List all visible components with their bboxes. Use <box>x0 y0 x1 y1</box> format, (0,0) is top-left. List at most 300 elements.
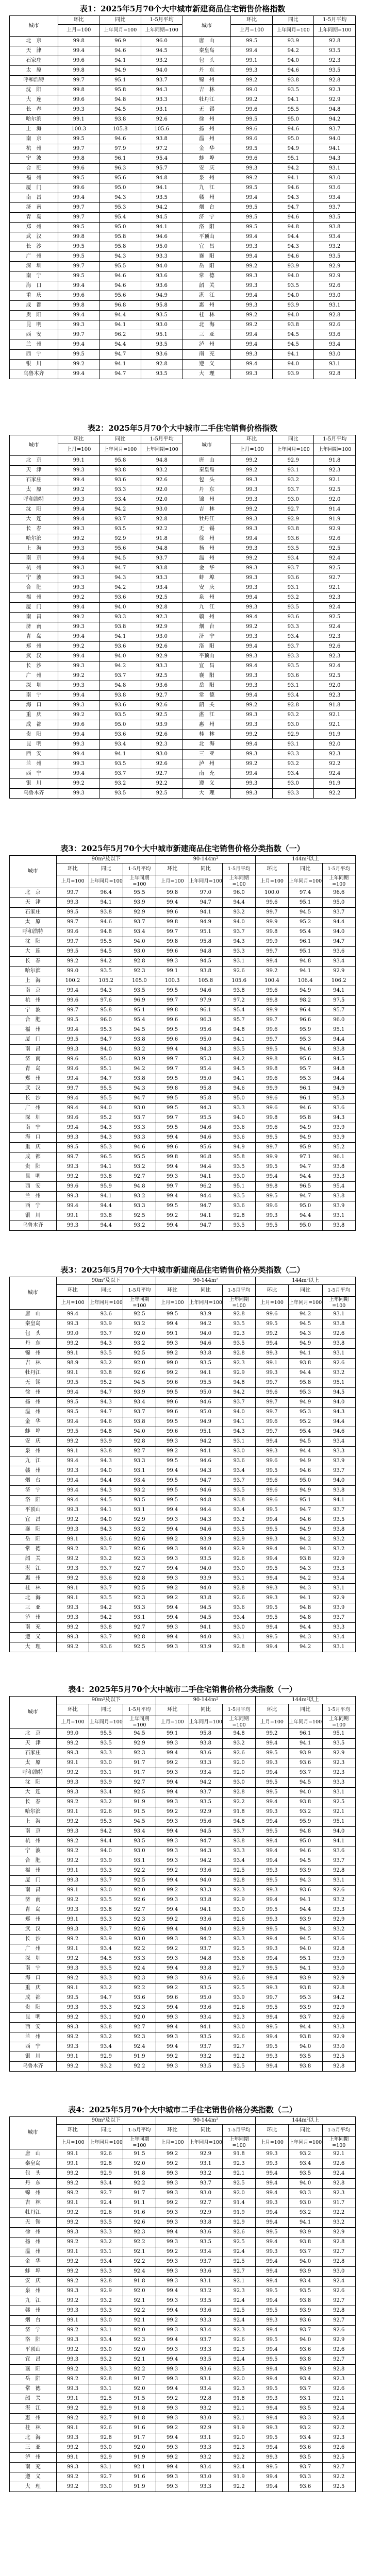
index-value: 92.6 <box>223 1915 256 1925</box>
index-value: 92.7 <box>223 2267 256 2277</box>
index-value: 95.1 <box>99 76 141 86</box>
table-row <box>10 1837 356 1846</box>
city-name: 南 充 <box>10 1623 57 1633</box>
index-value: 99.7 <box>56 1153 89 1162</box>
index-value: 99.2 <box>56 1642 89 1652</box>
city-name: 南 昌 <box>10 193 58 203</box>
index-value: 94.7 <box>89 1074 123 1084</box>
city-name: 北 京 <box>10 37 58 46</box>
index-value: 92.8 <box>89 2433 123 2443</box>
table-row <box>10 1006 356 1015</box>
index-value: 91.6 <box>123 2208 156 2218</box>
city-name: 包 头 <box>182 56 231 66</box>
city-name: 厦 门 <box>10 1035 57 1045</box>
table-row <box>10 1045 356 1055</box>
index-value: 93.8 <box>99 622 141 632</box>
index-value: 93.3 <box>223 1935 256 1944</box>
city-name: 西 宁 <box>10 350 58 360</box>
index-value: 93.8 <box>288 1359 322 1368</box>
city-name: 金 华 <box>182 144 231 154</box>
index-value: 93.4 <box>272 691 314 701</box>
index-value: 99.5 <box>156 1486 189 1496</box>
table-row <box>10 613 356 622</box>
city-name: 天 津 <box>10 1739 57 1749</box>
index-value: 99.7 <box>256 1398 289 1408</box>
header-category: 90-144m² <box>156 1277 255 1285</box>
table-row <box>10 2316 356 2326</box>
index-value: 94.0 <box>322 1398 356 1408</box>
index-value: 93.4 <box>189 1768 223 1778</box>
city-name: 乌鲁木齐 <box>10 1221 57 1231</box>
header-base: 上年同月=100 <box>99 25 141 37</box>
table-row <box>10 1133 356 1143</box>
header-base: 上月=100 <box>58 25 99 37</box>
city-name: 哈尔滨 <box>10 534 58 544</box>
index-value: 93.0 <box>223 1623 256 1633</box>
index-table <box>9 2116 356 2492</box>
index-value: 93.9 <box>288 1749 322 1758</box>
table-row <box>10 164 356 174</box>
index-value: 93.5 <box>272 86 314 95</box>
city-name: 北 京 <box>10 1729 57 1739</box>
index-value: 99.4 <box>58 603 99 613</box>
index-value: 93.4 <box>288 2159 322 2169</box>
index-value: 92.3 <box>314 593 356 603</box>
city-name: 南 京 <box>10 1827 57 1837</box>
header-base: 上月=100 <box>231 444 273 456</box>
table-row <box>10 554 356 564</box>
table-row <box>10 1211 356 1221</box>
header-avg: 1-5月平均 <box>223 2125 256 2137</box>
city-name: 丹 东 <box>10 1339 57 1349</box>
index-value: 99.2 <box>231 554 273 564</box>
index-value: 99.3 <box>231 779 273 789</box>
index-value: 95.9 <box>288 1817 322 1827</box>
table-row <box>10 2042 356 2052</box>
index-value: 99.5 <box>256 1221 289 1231</box>
index-value: 95.5 <box>89 1729 123 1739</box>
index-value: 93.2 <box>89 2355 123 2365</box>
index-value: 99.4 <box>256 1935 289 1944</box>
header-base: 上年同月=100 <box>288 2137 322 2149</box>
index-value: 93.5 <box>141 193 182 203</box>
index-value: 94.3 <box>288 1925 322 1935</box>
index-value: 99.3 <box>56 1045 89 1055</box>
index-value: 94.4 <box>189 1505 223 1515</box>
index-value: 91.8 <box>223 2394 256 2404</box>
index-value: 93.1 <box>123 1613 156 1623</box>
table-row <box>10 2052 356 2062</box>
index-value: 95.3 <box>288 1388 322 1398</box>
index-value: 92.1 <box>123 2316 156 2326</box>
index-value: 94.2 <box>288 1574 322 1584</box>
index-value: 93.4 <box>322 1437 356 1447</box>
table-row <box>10 56 356 66</box>
index-value: 99.3 <box>231 652 273 662</box>
index-value: 94.9 <box>288 1398 322 1408</box>
header-row <box>10 863 356 875</box>
table-row <box>10 642 356 652</box>
table-row <box>10 1368 356 1378</box>
index-value: 92.7 <box>314 573 356 583</box>
index-value: 94.1 <box>322 1496 356 1505</box>
index-value: 99.3 <box>231 564 273 573</box>
index-value: 94.9 <box>288 1133 322 1143</box>
index-value: 93.6 <box>89 1535 123 1545</box>
index-value: 99.5 <box>56 1398 89 1408</box>
index-value: 99.8 <box>156 1084 189 1094</box>
index-value: 99.1 <box>58 456 99 466</box>
index-value: 99.3 <box>56 1603 89 1613</box>
header-base: 上年同期=100 <box>223 2137 256 2149</box>
index-value: 95.3 <box>288 1993 322 2003</box>
table-row <box>10 1807 356 1817</box>
table-row <box>10 1417 356 1427</box>
index-value: 99.3 <box>156 2414 189 2424</box>
index-value: 95.0 <box>189 1035 223 1045</box>
header-base: 上月=100 <box>256 2137 289 2149</box>
index-value: 92.6 <box>322 2013 356 2023</box>
index-value: 94.8 <box>141 544 182 554</box>
city-name: 大 连 <box>10 1788 57 1798</box>
city-name: 天 津 <box>10 898 57 908</box>
index-value: 99.5 <box>256 1827 289 1837</box>
index-value: 94.2 <box>288 1310 322 1319</box>
index-value: 93.4 <box>89 2042 123 2052</box>
city-name: 安 庆 <box>182 164 231 174</box>
table-row <box>10 2179 356 2189</box>
index-value: 93.0 <box>123 1104 156 1113</box>
index-value: 93.8 <box>288 1984 322 1993</box>
index-value: 93.6 <box>272 671 314 681</box>
table-row <box>10 369 356 379</box>
index-value: 99.2 <box>156 1535 189 1545</box>
index-value: 94.7 <box>99 350 141 360</box>
index-value: 99.5 <box>156 1310 189 1319</box>
index-value: 93.9 <box>272 37 314 46</box>
index-value: 93.9 <box>322 1133 356 1143</box>
table-row <box>10 1064 356 1074</box>
header-avg: 1-5月平均 <box>123 1285 156 1297</box>
index-value: 99.3 <box>156 1768 189 1778</box>
index-value: 93.7 <box>89 1925 123 1935</box>
city-name: 郑 州 <box>10 642 58 652</box>
index-value: 94.9 <box>141 291 182 301</box>
index-value: 94.2 <box>223 1055 256 1064</box>
index-value: 94.2 <box>272 46 314 56</box>
index-value: 93.5 <box>189 2355 223 2365</box>
index-value: 92.9 <box>272 730 314 740</box>
header-base: 上月=100 <box>256 1297 289 1310</box>
header-base: 上年同月=100 <box>288 1716 322 1729</box>
index-value: 92.5 <box>223 1944 256 1954</box>
index-value: 99.6 <box>256 1476 289 1486</box>
index-value: 99.1 <box>56 1807 89 1817</box>
index-value: 99.8 <box>58 37 99 46</box>
city-name: 成 都 <box>10 1993 57 2003</box>
index-value: 94.1 <box>99 632 141 642</box>
index-value: 94.8 <box>89 927 123 937</box>
index-value: 99.2 <box>56 2375 89 2384</box>
index-value: 92.6 <box>314 281 356 291</box>
index-value: 93.5 <box>189 2296 223 2306</box>
index-value: 92.3 <box>123 1554 156 1564</box>
header-row <box>10 16 356 25</box>
table-row <box>10 2443 356 2453</box>
index-value: 92.3 <box>314 691 356 701</box>
index-value: 94.1 <box>189 1211 223 1221</box>
city-name: 呼和浩特 <box>10 1768 57 1778</box>
index-value: 94.6 <box>288 1515 322 1525</box>
index-value: 99.4 <box>58 311 99 320</box>
index-value: 99.5 <box>58 242 99 252</box>
index-value: 93.8 <box>322 1162 356 1172</box>
city-name: 福 州 <box>10 1025 57 1035</box>
table-row <box>10 1905 356 1915</box>
index-value: 99.2 <box>56 1837 89 1846</box>
index-value: 99.5 <box>256 2463 289 2472</box>
index-value: 93.0 <box>123 1846 156 1856</box>
city-name: 北 京 <box>10 888 57 898</box>
index-value: 93.3 <box>123 1456 156 1466</box>
index-value: 93.3 <box>89 1974 123 1984</box>
index-value: 96.1 <box>288 937 322 947</box>
table-row <box>10 301 356 311</box>
index-value: 94.1 <box>322 1837 356 1846</box>
index-value: 99.3 <box>56 1505 89 1515</box>
index-value: 92.5 <box>141 671 182 681</box>
index-value: 95.0 <box>322 898 356 908</box>
index-value: 93.1 <box>272 681 314 691</box>
index-value: 99.6 <box>256 1486 289 1496</box>
index-value: 99.4 <box>256 1895 289 1905</box>
index-value: 92.4 <box>314 554 356 564</box>
index-value: 94.7 <box>123 1094 156 1104</box>
city-name: 南 京 <box>10 986 57 996</box>
index-value: 99.2 <box>56 2404 89 2414</box>
index-value: 99.5 <box>256 2042 289 2052</box>
index-value: 99.2 <box>156 2198 189 2208</box>
index-value: 93.1 <box>89 2247 123 2257</box>
index-value: 99.6 <box>256 898 289 908</box>
table-row <box>10 2013 356 2023</box>
index-value: 99.5 <box>56 1015 89 1025</box>
index-value: 105.8 <box>99 125 141 134</box>
index-value: 95.4 <box>99 213 141 223</box>
index-value: 99.3 <box>156 2238 189 2247</box>
index-value: 92.6 <box>322 1329 356 1339</box>
index-value: 95.0 <box>288 1201 322 1211</box>
index-value: 94.1 <box>288 1349 322 1359</box>
index-value: 95.2 <box>288 1417 322 1427</box>
index-value: 95.2 <box>322 1143 356 1153</box>
table-row <box>10 1113 356 1123</box>
city-name: 北 海 <box>10 1594 57 1603</box>
city-name: 合 肥 <box>10 1015 57 1025</box>
index-value: 99.3 <box>231 789 273 799</box>
index-value: 92.3 <box>223 1359 256 1368</box>
city-name: 九 江 <box>10 2296 57 2306</box>
table-row <box>10 2238 356 2247</box>
index-value: 94.9 <box>288 1339 322 1349</box>
index-value: 99.4 <box>231 232 273 242</box>
index-value: 93.5 <box>99 710 141 720</box>
index-value: 99.4 <box>231 193 273 203</box>
index-value: 93.2 <box>123 1319 156 1329</box>
index-value: 92.7 <box>141 691 182 701</box>
table-row <box>10 2149 356 2159</box>
index-value: 93.7 <box>189 2335 223 2345</box>
index-value: 92.8 <box>141 603 182 613</box>
index-value: 93.4 <box>322 957 356 967</box>
index-value: 94.6 <box>89 1417 123 1427</box>
index-value: 92.3 <box>223 1886 256 1895</box>
index-value: 92.8 <box>123 957 156 967</box>
index-value: 92.6 <box>223 2228 256 2238</box>
index-value: 93.6 <box>141 681 182 691</box>
table-row <box>10 1496 356 1505</box>
table-row <box>10 515 356 524</box>
index-value: 99.7 <box>156 1055 189 1064</box>
index-value: 95.4 <box>288 1427 322 1437</box>
index-value: 94.6 <box>272 125 314 134</box>
header-mom: 环比 <box>256 1704 289 1716</box>
index-value: 99.1 <box>56 2316 89 2326</box>
index-value: 99.3 <box>231 66 273 76</box>
index-value: 99.2 <box>56 1554 89 1564</box>
table-row <box>10 2023 356 2032</box>
table-row <box>10 1984 356 1993</box>
index-value: 92.6 <box>322 2345 356 2355</box>
city-name: 洛 阳 <box>10 2335 57 2345</box>
index-value: 94.0 <box>189 1925 223 1935</box>
index-value: 94.6 <box>272 213 314 223</box>
index-value: 93.8 <box>123 1417 156 1427</box>
index-value: 94.7 <box>89 1035 123 1045</box>
index-value: 95.8 <box>189 937 223 947</box>
index-value: 93.7 <box>288 2384 322 2394</box>
header-mom: 环比 <box>256 1285 289 1297</box>
index-value: 93.2 <box>141 56 182 66</box>
index-value: 92.3 <box>314 750 356 759</box>
index-value: 94.4 <box>223 898 256 908</box>
header-avg: 1-5月平均 <box>322 1285 356 1297</box>
table-row <box>10 2424 356 2433</box>
index-value: 99.3 <box>256 2159 289 2169</box>
city-name: 西 宁 <box>10 1201 57 1211</box>
index-value: 92.0 <box>314 740 356 750</box>
index-value: 99.3 <box>156 1895 189 1905</box>
index-value: 93.9 <box>272 369 314 379</box>
index-value: 93.1 <box>322 1349 356 1359</box>
index-value: 93.1 <box>223 1437 256 1447</box>
index-value: 95.1 <box>272 154 314 164</box>
index-value: 92.5 <box>141 593 182 603</box>
index-value: 93.8 <box>141 134 182 144</box>
table-row <box>10 957 356 967</box>
city-name: 温 州 <box>10 2247 57 2257</box>
header-yoy: 同比 <box>99 435 141 444</box>
city-name: 蚌 埠 <box>182 154 231 164</box>
index-value: 99.5 <box>256 2286 289 2296</box>
index-value: 93.2 <box>89 2238 123 2247</box>
index-value: 94.9 <box>189 918 223 927</box>
index-value: 99.4 <box>56 1104 89 1113</box>
index-value: 92.6 <box>322 2159 356 2169</box>
index-value: 99.5 <box>156 1201 189 1211</box>
index-value: 92.3 <box>123 2228 156 2238</box>
index-value: 94.2 <box>288 1535 322 1545</box>
index-value: 99.4 <box>156 2433 189 2443</box>
index-value: 99.7 <box>256 1015 289 1025</box>
city-name: 惠 州 <box>182 720 231 730</box>
index-value: 92.9 <box>141 652 182 662</box>
index-value: 99.4 <box>56 1496 89 1505</box>
city-name: 九 江 <box>182 183 231 193</box>
table-row <box>10 1778 356 1788</box>
index-value: 92.7 <box>141 769 182 779</box>
index-value: 93.2 <box>99 779 141 789</box>
header-city: 城市 <box>182 435 231 456</box>
index-value: 95.0 <box>89 1055 123 1064</box>
index-value: 94.0 <box>123 1427 156 1437</box>
index-value: 99.2 <box>231 759 273 769</box>
index-value: 94.0 <box>141 66 182 76</box>
index-value: 92.8 <box>322 2179 356 2189</box>
index-value: 94.5 <box>141 213 182 223</box>
index-value: 99.2 <box>56 2277 89 2286</box>
index-value: 99.4 <box>256 2443 289 2453</box>
index-value: 99.4 <box>58 46 99 56</box>
index-value: 93.5 <box>89 2218 123 2228</box>
index-value: 93.5 <box>272 281 314 291</box>
index-value: 94.9 <box>189 1417 223 1427</box>
index-value: 99.6 <box>156 1427 189 1437</box>
city-name: 合 肥 <box>10 1856 57 1866</box>
index-value: 99.6 <box>58 720 99 730</box>
index-value: 92.0 <box>123 2013 156 2023</box>
city-name: 秦皇岛 <box>182 46 231 56</box>
index-value: 94.0 <box>288 1788 322 1798</box>
index-value: 93.2 <box>123 1045 156 1055</box>
index-value: 92.5 <box>223 2306 256 2316</box>
table-row <box>10 1447 356 1456</box>
index-value: 96.3 <box>189 1015 223 1025</box>
index-value: 94.4 <box>322 918 356 927</box>
index-value: 93.8 <box>322 1221 356 1231</box>
index-value: 93.2 <box>89 2032 123 2042</box>
index-value: 93.1 <box>123 1466 156 1476</box>
index-value: 99.2 <box>58 360 99 369</box>
index-value: 93.5 <box>272 603 314 613</box>
header-mom: 环比 <box>156 1285 189 1297</box>
index-value: 106.4 <box>288 976 322 986</box>
index-value: 99.8 <box>156 1153 189 1162</box>
table-row <box>10 1319 356 1329</box>
index-value: 93.5 <box>223 1045 256 1055</box>
city-name: 泸 州 <box>10 1613 57 1623</box>
index-value: 92.0 <box>141 485 182 495</box>
index-value: 96.9 <box>99 37 141 46</box>
index-value: 93.0 <box>223 1172 256 1182</box>
index-value: 99.3 <box>256 1368 289 1378</box>
index-value: 94.9 <box>223 1143 256 1153</box>
index-value: 93.6 <box>223 1456 256 1466</box>
index-value: 93.7 <box>288 2463 322 2472</box>
index-value: 99.3 <box>156 1339 189 1349</box>
index-value: 95.1 <box>322 1817 356 1827</box>
index-value: 93.0 <box>123 947 156 957</box>
